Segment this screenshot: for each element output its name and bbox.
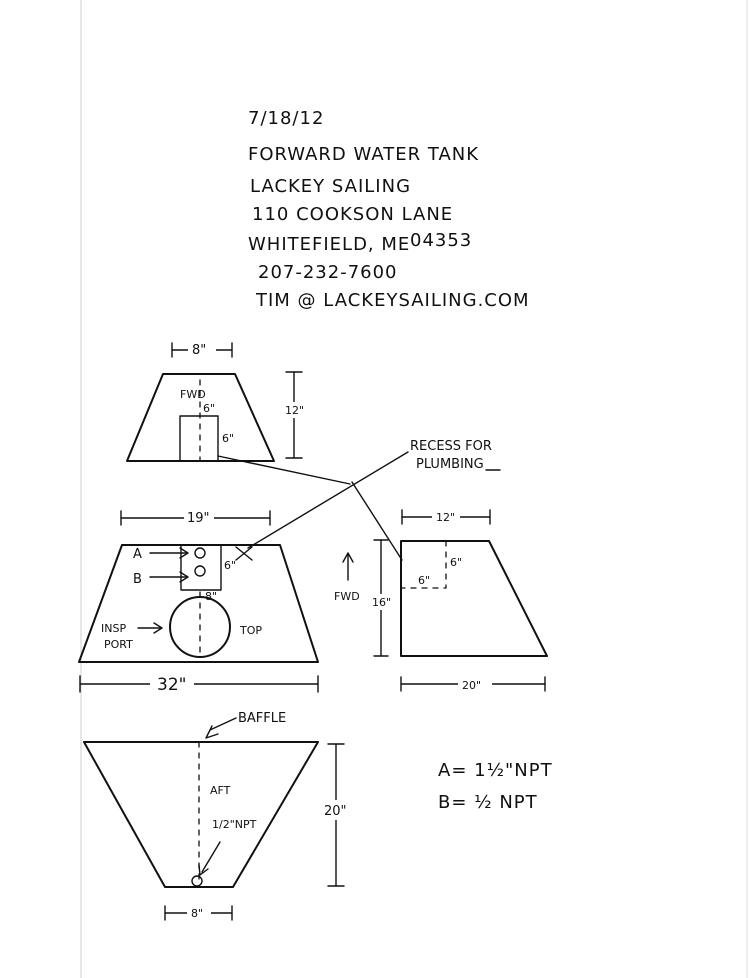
label-a: A [133,547,142,562]
front-view-small-dim: 8" [205,590,218,603]
baffle-leader [210,718,236,730]
front-view-recess-width: 6" [224,559,237,572]
bottom-view-height-label: 20" [324,804,347,819]
aft-label: AFT [210,784,231,797]
leader-to-top-view [218,456,350,484]
baffle-label: BAFFLE [238,711,287,726]
header-city: WHITEFIELD, ME [248,234,411,255]
drain-fitting [192,876,202,886]
side-view-bottom-width-label: 20" [462,679,482,692]
header-title: FORWARD WATER TANK [248,144,480,165]
header-email: TIM @ LACKEYSAILING.COM [256,290,530,311]
insp-port-label-line1: INSP [101,622,127,635]
front-view [79,508,318,695]
top-view-fwd-label: FWD [180,388,206,401]
front-view-top-width-label: 19" [187,511,210,526]
fitting-a-hole [195,548,205,558]
side-view-height-label: 16" [372,596,392,609]
insp-port-label-line2: PORT [104,638,133,651]
side-view-recess-height: 6" [450,556,463,569]
bottom-view-bottom-width-label: 8" [191,907,204,920]
drain-fitting-label: 1/2"NPT [212,818,257,831]
recess-callout-line2: PLUMBING [416,457,484,472]
top-label: TOP [240,624,263,637]
header-company: LACKEY SAILING [250,176,412,197]
side-view-recess-width: 6" [418,574,431,587]
recess-callout-line1: RECESS FOR [410,439,492,454]
bottom-view-outline [84,742,318,887]
leader-to-front-view [248,452,408,548]
side-view [334,508,547,692]
fitting-b-hole [195,566,205,576]
header-phone: 207-232-7600 [258,262,398,283]
bottom-view [84,711,350,920]
side-view-fwd-label: FWD [334,590,360,603]
top-view-recess-width: 6" [203,402,216,415]
front-view-bottom-width-label: 32" [157,675,187,695]
legend-fitting-b: B= ½ NPT [438,792,538,813]
side-view-top-width-label: 12" [436,511,456,524]
top-view [127,340,306,461]
drain-fitting-leader [202,842,220,872]
top-view-recess [180,416,218,461]
label-b: B [133,572,142,587]
side-view-outline [401,541,547,656]
header-date: 7/18/12 [248,108,325,129]
header-zip: 04353 [410,230,473,251]
leader-to-side-view [352,482,402,560]
top-view-recess-height: 6" [222,432,235,445]
top-view-width-label: 8" [192,343,207,358]
legend-fitting-a: A= 1½"NPT [438,760,553,781]
header-street: 110 COOKSON LANE [252,204,454,225]
top-view-height-label: 12" [285,404,305,417]
